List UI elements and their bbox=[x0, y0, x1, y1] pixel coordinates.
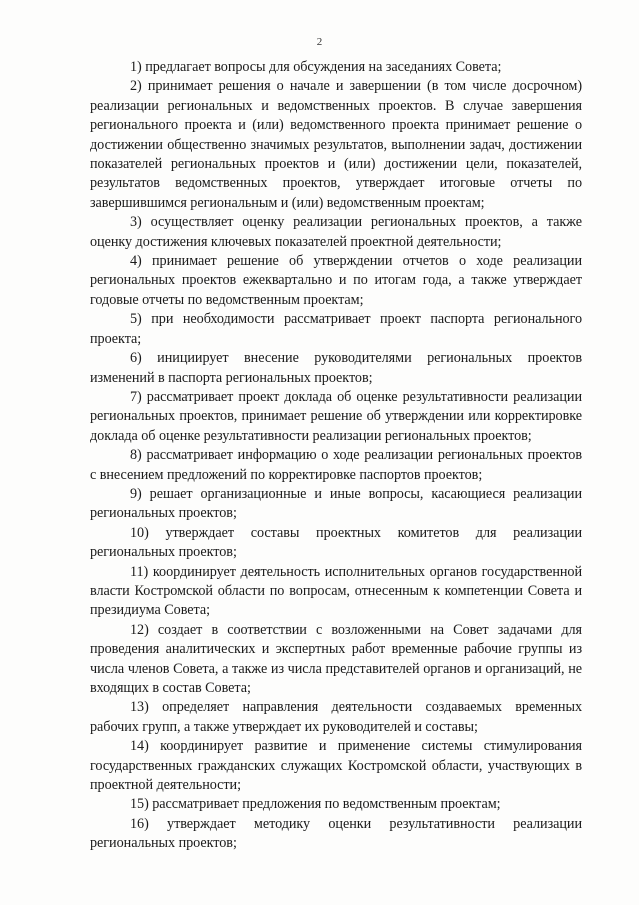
paragraph-11: 11) координирует деятельность исполнительных органов государственной власти Костромской области по вопросам, отнесенным к компетенции Совета и президиума Совета; bbox=[90, 563, 582, 619]
paragraph-6: 6) инициирует внесение руководителями региональных проектов изменений в паспорта региональных проектов; bbox=[90, 350, 582, 386]
paragraph-2: 2) принимает решения о начале и завершении (в том числе досрочном) реализации региональных и ведомственных проектов. В случае завершения регионального проекта и (или) ведомственного проекта принимает решение о достижении общественно значимых результатов, выполнении задач, достижении показателей региональных проектов и (или) достижении цели, показателей, результатов ведомственных проектов, утверждает итоговые отчеты по завершившимся региональным и (или) ведомственным проектам; bbox=[90, 78, 582, 211]
paragraph-12: 12) создает в соответствии с возложенными на Совет задачами для проведения аналитических и экспертных работ временные рабочие группы из числа членов Совета, а также из числа представителей органов и организаций, не входящих в состав Совета; bbox=[90, 621, 582, 696]
paragraph-3: 3) осуществляет оценку реализации региональных проектов, а также оценку достижения ключевых показателей проектной деятельности; bbox=[90, 214, 582, 250]
paragraph-9: 9) решает организационные и иные вопросы, касающиеся реализации региональных проектов; bbox=[90, 485, 582, 522]
document-body bbox=[90, 58, 582, 854]
paragraph-1: 1) предлагает вопросы для обсуждения на заседаниях Совета; bbox=[130, 59, 502, 75]
paragraph-15: 15) рассматривает предложения по ведомственным проектам; bbox=[130, 796, 501, 813]
paragraph-10: 10) утверждает составы проектных комитетов для реализации региональных проектов; bbox=[90, 524, 582, 561]
paragraph-14: 14) координирует развитие и применение системы стимулирования государственных гражданских служащих Костромской области, участвующих в проектной деятельности; bbox=[90, 738, 582, 794]
paragraph-5: 5) при необходимости рассматривает проект паспорта регионального проекта; bbox=[90, 311, 582, 347]
paragraph-7: 7) рассматривает проект доклада об оценке результативности реализации региональных проектов, принимает решение об утверждении или корректировке доклада об оценке результативности реализации региональных проектов; bbox=[90, 388, 582, 444]
paragraph-4: 4) принимает решение об утверждении отчетов о ходе реализации региональных проектов ежеквартально и по итогам года, а также утверждает годовые отчеты по ведомственным проектам; bbox=[90, 253, 582, 308]
paragraph-13: 13) определяет направления деятельности создаваемых временных рабочих групп, а также утверждает их руководителей и составы; bbox=[90, 699, 582, 735]
page-number: 2 bbox=[316, 36, 323, 48]
paragraph-16: 16) утверждает методику оценки результативности реализации региональных проектов; bbox=[90, 815, 582, 852]
paragraph-8: 8) рассматривает информацию о ходе реализации региональных проектов с внесением предложений по корректировке паспортов проектов; bbox=[90, 447, 582, 483]
